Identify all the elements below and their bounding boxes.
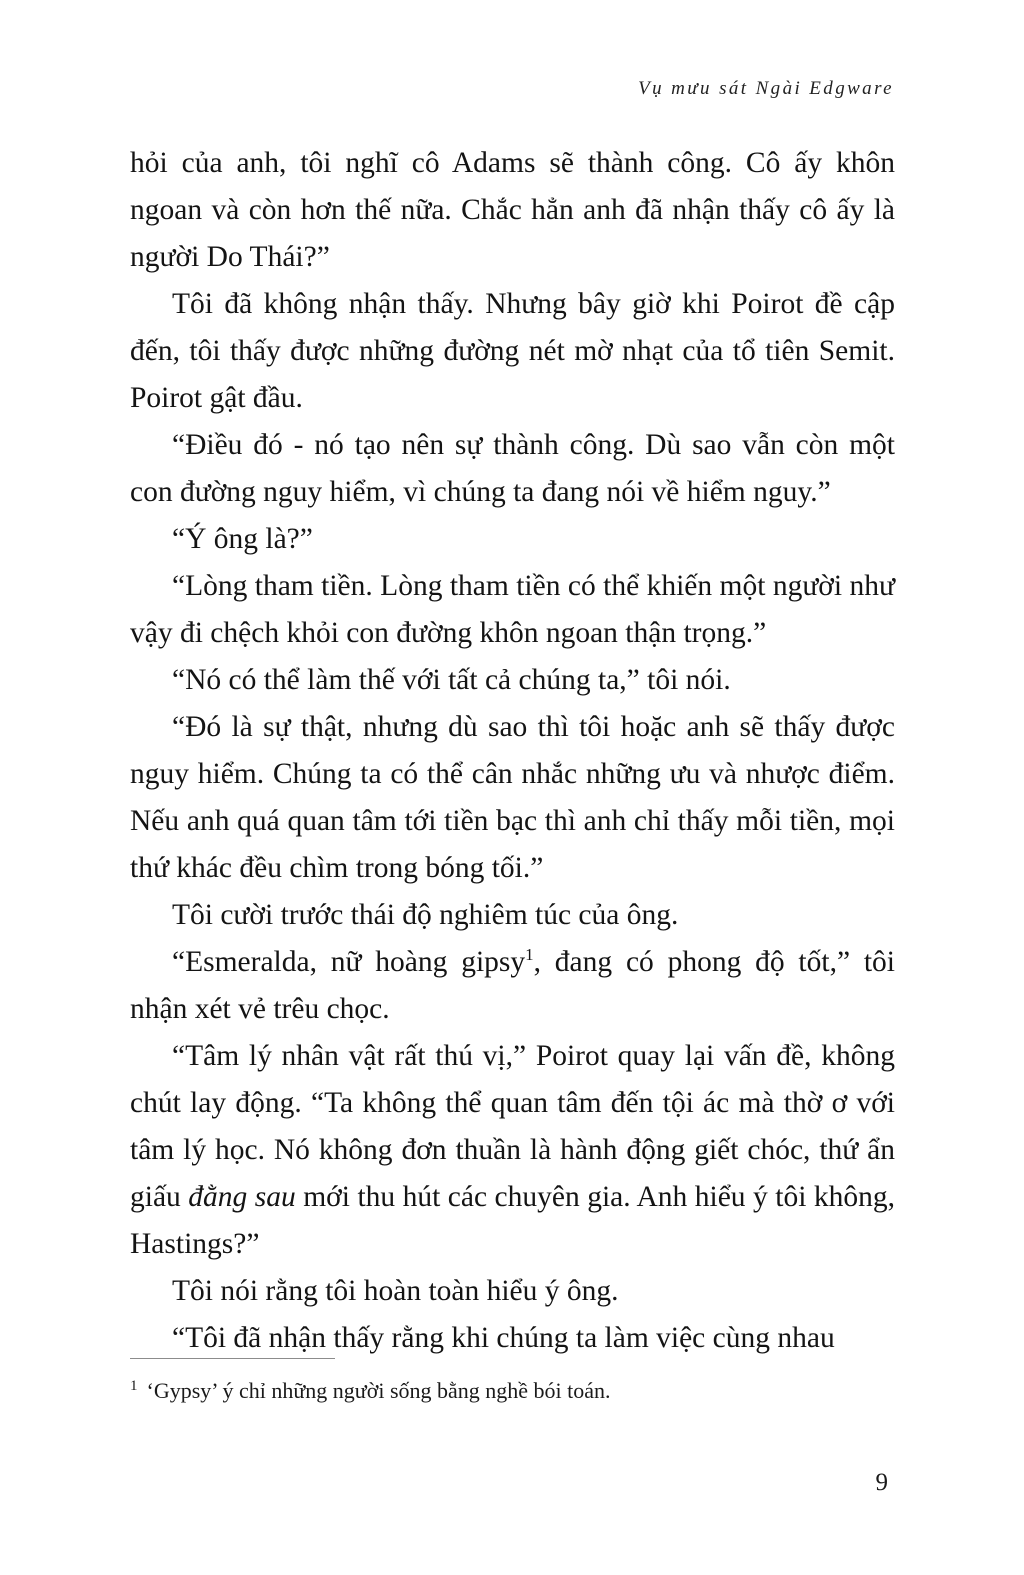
footnote	[130, 1375, 895, 1407]
page-number: 9	[875, 1469, 888, 1496]
body-text	[130, 140, 895, 1362]
paragraph: “Đó là sự thật, nhưng dù sao thì tôi hoặc anh sẽ thấy được nguy hiểm. Chúng ta có thể cân nhắc những ưu và nhược điểm. Nếu anh quá quan tâm tới tiền bạc thì anh chỉ thấy mỗi tiền, mọi thứ khác đều chìm trong bóng tối.”	[130, 711, 895, 884]
paragraph-with-emphasis	[130, 1033, 895, 1268]
footnote-body: ‘Gypsy’ ý chỉ những người sống bằng nghề bói toán.	[146, 1378, 611, 1403]
paragraph: Tôi cười trước thái độ nghiêm túc của ông.	[172, 899, 679, 931]
paragraph-text-post: mới thu hút các chuyên gia. Anh hiểu ý tôi không, Hastings?”	[130, 1181, 896, 1260]
footnote-marker: 1	[130, 1377, 138, 1394]
footnote-area	[130, 1358, 895, 1407]
footnote-reference[interactable]: 1	[525, 945, 534, 965]
footnote-separator-rule	[130, 1358, 335, 1359]
paragraph: “Lòng tham tiền. Lòng tham tiền có thể khiến một người như vậy đi chệch khỏi con đường khôn ngoan thận trọng.”	[130, 570, 895, 649]
paragraph: “Điều đó - nó tạo nên sự thành công. Dù sao vẫn còn một con đường nguy hiểm, vì chúng ta đang nói về hiểm nguy.”	[130, 429, 895, 508]
paragraph-text-pre: “Tâm lý nhân vật rất thú vị,” Poirot quay lại vấn đề, không chút lay động. “Ta không thể quan tâm đến tội ác mà thờ ơ với tâm lý học. Nó không đơn thuần là hành động giết chóc, thứ ẩn giấu	[130, 1040, 895, 1213]
paragraph: Tôi đã không nhận thấy. Nhưng bây giờ khi Poirot đề cập đến, tôi thấy được những đường nét mờ nhạt của tổ tiên Semit. Poirot gật đầu.	[130, 288, 895, 414]
running-head: Vụ mưu sát Ngài Edgware	[638, 78, 894, 99]
paragraph: hỏi của anh, tôi nghĩ cô Adams sẽ thành công. Cô ấy khôn ngoan và còn hơn thế nữa. Chắc hẳn anh đã nhận thấy cô ấy là người Do Thái?”	[130, 147, 895, 273]
emphasized-text: đằng sau	[188, 1181, 296, 1213]
paragraph-with-footnote-ref	[130, 939, 895, 1033]
paragraph: “Nó có thể làm thế với tất cả chúng ta,” tôi nói.	[172, 664, 731, 696]
paragraph-text-post: , đang có phong độ tốt,” tôi nhận xét vẻ trêu chọc.	[130, 946, 895, 1025]
paragraph: Tôi nói rằng tôi hoàn toàn hiểu ý ông.	[172, 1275, 619, 1307]
paragraph: “Ý ông là?”	[172, 523, 313, 555]
paragraph: “Tôi đã nhận thấy rằng khi chúng ta làm việc cùng nhau	[172, 1322, 835, 1354]
paragraph-text-pre: “Esmeralda, nữ hoàng gipsy	[172, 946, 526, 978]
